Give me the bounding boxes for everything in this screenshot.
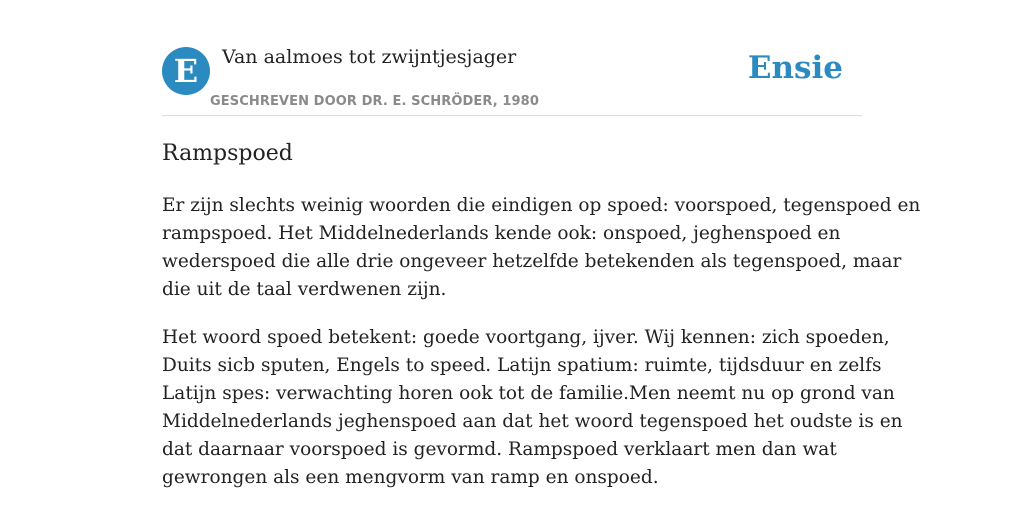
paragraph-line: die uit de taal verdwenen zijn. xyxy=(162,279,447,300)
article xyxy=(162,140,921,512)
author-byline: GESCHREVEN DOOR DR. E. SCHRÖDER, 1980 xyxy=(210,94,539,109)
paragraph-line: dat daarnaar voorspoed is gevormd. Rampspoed verklaart men dan wat xyxy=(162,439,837,460)
paragraph-line: wederspoed die alle drie ongeveer hetzelfde betekenden als tegenspoed, maar xyxy=(162,251,902,272)
article-title: Rampspoed xyxy=(162,141,293,166)
paragraph-line: gewrongen als een mengvorm van ramp en onspoed. xyxy=(162,467,659,488)
paragraph-line: Er zijn slechts weinig woorden die eindigen op spoed: voorspoed, tegenspoed en xyxy=(162,195,921,216)
paragraph-line: Middelnederlands jeghenspoed aan dat het woord tegenspoed het oudste is en xyxy=(162,411,903,432)
ensie-brand-logo[interactable]: Ensie xyxy=(747,50,843,86)
paragraph-line: Duits sicb sputen, Engels to speed. Latijn spatium: ruimte, tijdsduur en zelfs xyxy=(162,355,882,376)
article-paragraph xyxy=(162,324,903,492)
book-title[interactable]: Van aalmoes tot zwijntjesjager xyxy=(222,46,517,68)
paragraph-line: Het woord spoed betekent: goede voortgang, ijver. Wij kennen: zich spoeden, xyxy=(162,327,890,348)
paragraph-line: Latijn spes: verwachting horen ook tot de familie.Men neemt nu op grond van xyxy=(162,383,895,404)
paragraph-line: rampspoed. Het Middelnederlands kende ook: onspoed, jeghenspoed en xyxy=(162,223,841,244)
article-paragraph xyxy=(162,192,921,304)
source-logo[interactable]: E xyxy=(162,47,210,95)
header xyxy=(162,44,862,116)
